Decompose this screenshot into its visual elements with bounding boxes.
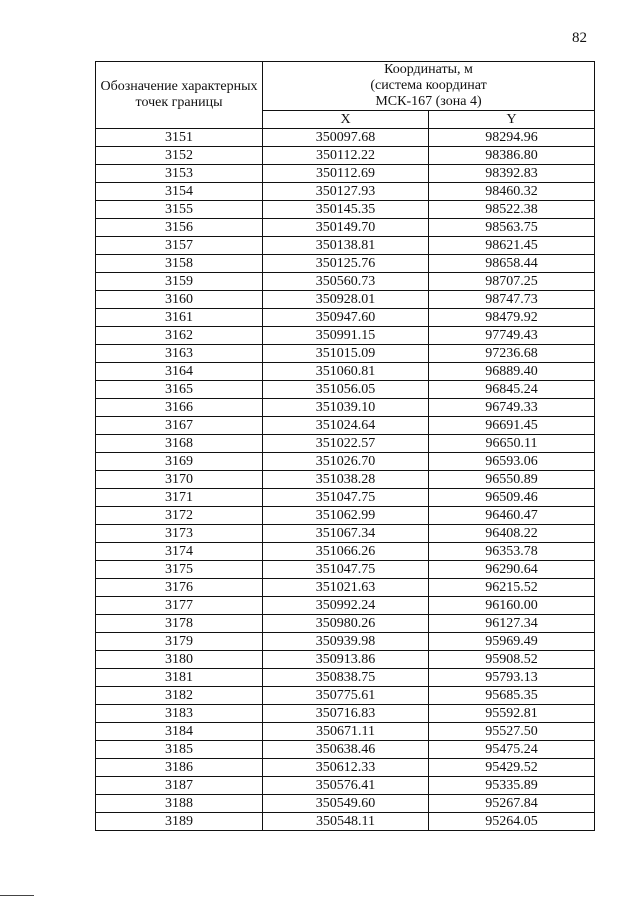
y-coordinate-cell: 95969.49 <box>429 633 595 651</box>
table-row <box>96 723 595 741</box>
table-row <box>96 525 595 543</box>
page-number: 82 <box>572 30 587 46</box>
y-coordinate-cell: 98707.25 <box>429 273 595 291</box>
table-row <box>96 453 595 471</box>
table-body <box>96 129 595 831</box>
x-coordinate-cell: 350112.69 <box>263 165 429 183</box>
y-coordinate-cell: 95335.89 <box>429 777 595 795</box>
x-coordinate-cell: 351026.70 <box>263 453 429 471</box>
x-coordinate-cell: 351038.28 <box>263 471 429 489</box>
y-coordinate-cell: 96160.00 <box>429 597 595 615</box>
point-id-cell: 3167 <box>96 417 263 435</box>
table-row <box>96 327 595 345</box>
y-coordinate-cell: 96290.64 <box>429 561 595 579</box>
y-coordinate-cell: 96749.33 <box>429 399 595 417</box>
y-coordinate-cell: 98479.92 <box>429 309 595 327</box>
y-coordinate-cell: 95429.52 <box>429 759 595 777</box>
x-coordinate-cell: 350576.41 <box>263 777 429 795</box>
point-id-cell: 3185 <box>96 741 263 759</box>
point-id-cell: 3187 <box>96 777 263 795</box>
table-row <box>96 399 595 417</box>
x-coordinate-cell: 350127.93 <box>263 183 429 201</box>
y-coordinate-cell: 96127.34 <box>429 615 595 633</box>
x-coordinate-cell: 350775.61 <box>263 687 429 705</box>
point-id-cell: 3151 <box>96 129 263 147</box>
y-coordinate-cell: 98392.83 <box>429 165 595 183</box>
x-coordinate-cell: 350838.75 <box>263 669 429 687</box>
x-coordinate-cell: 350638.46 <box>263 741 429 759</box>
point-id-cell: 3153 <box>96 165 263 183</box>
x-coordinate-cell: 350560.73 <box>263 273 429 291</box>
y-coordinate-cell: 95685.35 <box>429 687 595 705</box>
x-coordinate-cell: 351066.26 <box>263 543 429 561</box>
point-id-cell: 3157 <box>96 237 263 255</box>
table-row <box>96 579 595 597</box>
table-row <box>96 759 595 777</box>
table-row <box>96 705 595 723</box>
point-id-cell: 3184 <box>96 723 263 741</box>
x-coordinate-cell: 350939.98 <box>263 633 429 651</box>
y-coordinate-cell: 96460.47 <box>429 507 595 525</box>
point-id-cell: 3158 <box>96 255 263 273</box>
y-coordinate-cell: 98658.44 <box>429 255 595 273</box>
table-row <box>96 435 595 453</box>
header-coordinates-line3: МСК-167 (зона 4) <box>375 94 482 109</box>
table-row <box>96 417 595 435</box>
x-coordinate-cell: 350913.86 <box>263 651 429 669</box>
table-row <box>96 129 595 147</box>
y-coordinate-cell: 96889.40 <box>429 363 595 381</box>
table-row <box>96 165 595 183</box>
point-id-cell: 3160 <box>96 291 263 309</box>
header-coordinates-line1: Координаты, м <box>384 62 473 77</box>
point-id-cell: 3179 <box>96 633 263 651</box>
point-id-cell: 3169 <box>96 453 263 471</box>
x-coordinate-cell: 350947.60 <box>263 309 429 327</box>
point-id-cell: 3189 <box>96 813 263 831</box>
y-coordinate-cell: 96353.78 <box>429 543 595 561</box>
point-id-cell: 3180 <box>96 651 263 669</box>
point-id-cell: 3171 <box>96 489 263 507</box>
table-row <box>96 183 595 201</box>
x-coordinate-cell: 350549.60 <box>263 795 429 813</box>
y-coordinate-cell: 96845.24 <box>429 381 595 399</box>
x-coordinate-cell: 350612.33 <box>263 759 429 777</box>
point-id-cell: 3182 <box>96 687 263 705</box>
point-id-cell: 3173 <box>96 525 263 543</box>
x-coordinate-cell: 351056.05 <box>263 381 429 399</box>
footer-rule <box>0 895 34 896</box>
y-coordinate-cell: 95527.50 <box>429 723 595 741</box>
x-coordinate-cell: 351022.57 <box>263 435 429 453</box>
x-coordinate-cell: 350928.01 <box>263 291 429 309</box>
header-point-label: Обозначение характерных точек границы <box>96 62 263 129</box>
x-coordinate-cell: 350112.22 <box>263 147 429 165</box>
table-row <box>96 147 595 165</box>
y-coordinate-cell: 97749.43 <box>429 327 595 345</box>
x-coordinate-cell: 351067.34 <box>263 525 429 543</box>
table-row <box>96 561 595 579</box>
y-coordinate-cell: 98621.45 <box>429 237 595 255</box>
y-coordinate-cell: 95267.84 <box>429 795 595 813</box>
point-id-cell: 3181 <box>96 669 263 687</box>
point-id-cell: 3172 <box>96 507 263 525</box>
y-coordinate-cell: 95793.13 <box>429 669 595 687</box>
table-row <box>96 777 595 795</box>
table-row <box>96 363 595 381</box>
x-coordinate-cell: 351015.09 <box>263 345 429 363</box>
point-id-cell: 3178 <box>96 615 263 633</box>
table-row <box>96 507 595 525</box>
table-row <box>96 471 595 489</box>
point-id-cell: 3186 <box>96 759 263 777</box>
table-row <box>96 237 595 255</box>
table-row <box>96 687 595 705</box>
y-coordinate-cell: 98294.96 <box>429 129 595 147</box>
point-id-cell: 3170 <box>96 471 263 489</box>
table-row <box>96 381 595 399</box>
table-row <box>96 795 595 813</box>
table-row <box>96 543 595 561</box>
point-id-cell: 3168 <box>96 435 263 453</box>
point-id-cell: 3163 <box>96 345 263 363</box>
point-id-cell: 3188 <box>96 795 263 813</box>
point-id-cell: 3161 <box>96 309 263 327</box>
y-coordinate-cell: 98460.32 <box>429 183 595 201</box>
y-coordinate-cell: 95592.81 <box>429 705 595 723</box>
x-coordinate-cell: 351047.75 <box>263 561 429 579</box>
y-coordinate-cell: 97236.68 <box>429 345 595 363</box>
x-coordinate-cell: 350980.26 <box>263 615 429 633</box>
x-coordinate-cell: 350145.35 <box>263 201 429 219</box>
y-coordinate-cell: 98386.80 <box>429 147 595 165</box>
header-coordinates-line2: (система координат <box>370 78 487 93</box>
table-row <box>96 651 595 669</box>
point-id-cell: 3183 <box>96 705 263 723</box>
x-coordinate-cell: 351062.99 <box>263 507 429 525</box>
y-coordinate-cell: 98522.38 <box>429 201 595 219</box>
table-row <box>96 633 595 651</box>
point-id-cell: 3164 <box>96 363 263 381</box>
point-id-cell: 3177 <box>96 597 263 615</box>
x-coordinate-cell: 350097.68 <box>263 129 429 147</box>
y-coordinate-cell: 96650.11 <box>429 435 595 453</box>
point-id-cell: 3162 <box>96 327 263 345</box>
table-row <box>96 489 595 507</box>
table-row <box>96 669 595 687</box>
point-id-cell: 3155 <box>96 201 263 219</box>
point-id-cell: 3166 <box>96 399 263 417</box>
table-row <box>96 597 595 615</box>
x-coordinate-cell: 350548.11 <box>263 813 429 831</box>
y-coordinate-cell: 98563.75 <box>429 219 595 237</box>
y-coordinate-cell: 95264.05 <box>429 813 595 831</box>
x-coordinate-cell: 351047.75 <box>263 489 429 507</box>
x-coordinate-cell: 350138.81 <box>263 237 429 255</box>
table-row <box>96 615 595 633</box>
x-coordinate-cell: 351021.63 <box>263 579 429 597</box>
table-row <box>96 219 595 237</box>
coordinates-table <box>95 61 595 831</box>
table-row <box>96 273 595 291</box>
point-id-cell: 3175 <box>96 561 263 579</box>
table-row <box>96 309 595 327</box>
table-row <box>96 291 595 309</box>
y-coordinate-cell: 96509.46 <box>429 489 595 507</box>
x-coordinate-cell: 351060.81 <box>263 363 429 381</box>
y-coordinate-cell: 96215.52 <box>429 579 595 597</box>
table-row <box>96 255 595 273</box>
point-id-cell: 3174 <box>96 543 263 561</box>
point-id-cell: 3165 <box>96 381 263 399</box>
y-coordinate-cell: 96691.45 <box>429 417 595 435</box>
header-coordinates <box>263 62 595 111</box>
x-coordinate-cell: 350149.70 <box>263 219 429 237</box>
header-y: Y <box>429 111 595 129</box>
table-header <box>96 62 595 129</box>
x-coordinate-cell: 350992.24 <box>263 597 429 615</box>
y-coordinate-cell: 96593.06 <box>429 453 595 471</box>
x-coordinate-cell: 350716.83 <box>263 705 429 723</box>
point-id-cell: 3156 <box>96 219 263 237</box>
table-row <box>96 741 595 759</box>
y-coordinate-cell: 96550.89 <box>429 471 595 489</box>
x-coordinate-cell: 351039.10 <box>263 399 429 417</box>
y-coordinate-cell: 98747.73 <box>429 291 595 309</box>
point-id-cell: 3159 <box>96 273 263 291</box>
header-x: X <box>263 111 429 129</box>
table-row <box>96 345 595 363</box>
point-id-cell: 3152 <box>96 147 263 165</box>
point-id-cell: 3176 <box>96 579 263 597</box>
x-coordinate-cell: 350991.15 <box>263 327 429 345</box>
x-coordinate-cell: 350671.11 <box>263 723 429 741</box>
y-coordinate-cell: 95475.24 <box>429 741 595 759</box>
x-coordinate-cell: 350125.76 <box>263 255 429 273</box>
x-coordinate-cell: 351024.64 <box>263 417 429 435</box>
y-coordinate-cell: 96408.22 <box>429 525 595 543</box>
table-row <box>96 813 595 831</box>
point-id-cell: 3154 <box>96 183 263 201</box>
y-coordinate-cell: 95908.52 <box>429 651 595 669</box>
table-row <box>96 201 595 219</box>
